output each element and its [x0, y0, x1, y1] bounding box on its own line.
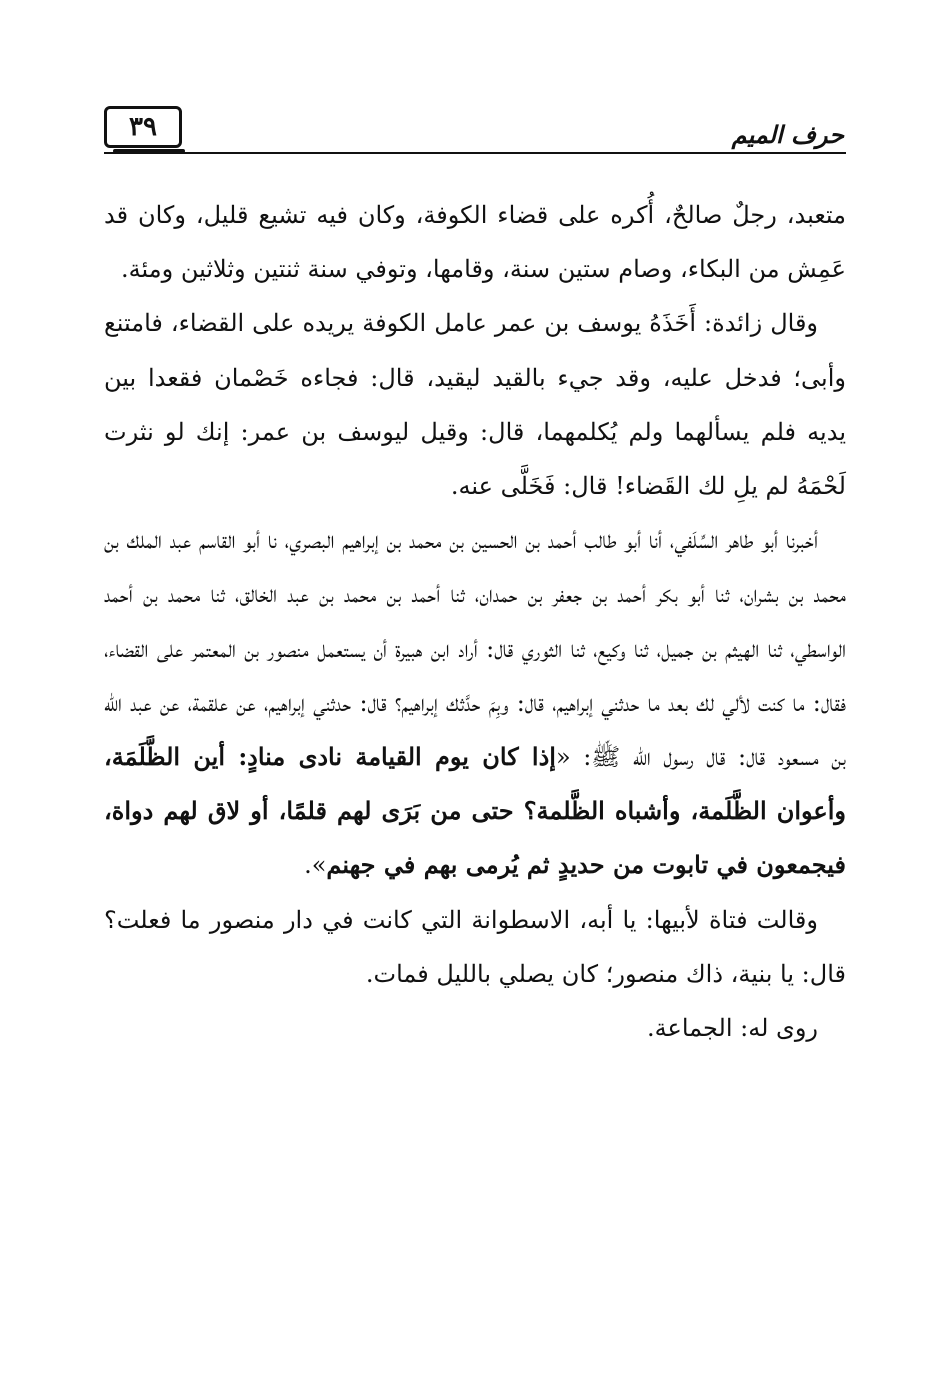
isnad-text: أخبرنا أبو طاهر السِّلَفي، أنا أبو طالب أحمد بن الحسين بن محمد بن إبراهيم البصري، نا أبو القاسم عبد الملك بن محمد بن بشران، ثنا أبو بكر أحمد بن جعفر بن حمدان، ثنا أحمد بن محمد بن عبد الخالق، ثنا محمد بن أحمد الواسطي، ثنا الهيثم بن جميل، ثنا وكيع، ثنا الثوري قال: أراد ابن هبيرة أن يستعمل منصور بن المعتمر على القضاء، فقال: ما كنت لألي لك بعد ما حدثني إبراهيم، قال: وبِمَ حدَّثك إبراهيم؟ قال: حدثني إبراهيم، عن علقمة، عن عبد الله بن مسعود قال: قال رسول الله	[104, 526, 846, 772]
header-rule	[104, 152, 846, 154]
running-title: حرف الميم	[731, 120, 844, 149]
quote-close: ».	[304, 851, 327, 880]
paragraph-5: روى له: الجماعة.	[647, 1014, 818, 1043]
salutation-text: ﷺ: «	[555, 743, 621, 772]
page-number-text: ٣٩	[129, 112, 157, 142]
page-header	[104, 96, 846, 158]
paragraph-2: وقال زائدة: أَخَذَهُ يوسف بن عمر عامل الكوفة يريده على القضاء، فامتنع وأبى؛ فدخل عليه، وقد جيء بالقيد ليقيد، قال: فجاءه خَصْمان فقعدا بين يديه فلم يسألهما ولم يُكلمهما، قال: وقيل ليوسف بن عمر: إنك لو نثرت لَحْمَهُ لم يلِ لك القَضاء! قال: فَخَلَّى عنه.	[104, 309, 846, 501]
paragraph-1: متعبد، رجلٌ صالحٌ، أُكره على قضاء الكوفة، وكان فيه تشيع قليل، وكان قد عَمِش من البكاء، وصام ستين سنة، وقامها، وتوفي سنة ثنتين وثلاثين ومئة.	[104, 201, 846, 284]
paragraph-3	[104, 513, 846, 892]
page-number	[104, 106, 182, 148]
paragraph-4: وقالت فتاة لأبيها: يا أبه، الاسطوانة التي كانت في دار منصور ما فعلت؟ قال: يا بنية، ذاك منصور؛ كان يصلي بالليل فمات.	[104, 905, 846, 988]
hadith-text: إذا كان يوم القيامة نادى منادٍ: أين الظَّلَمَة، وأعوان الظَّلَمة، وأشباه الظَّلمة؟ حتى من بَرَى لهم قلمًا، أو لاق لهم دواة، فيجمعون في تابوت من حديدٍ ثم يُرمى بهم في جهنم	[104, 742, 846, 880]
page-body	[104, 188, 846, 1055]
